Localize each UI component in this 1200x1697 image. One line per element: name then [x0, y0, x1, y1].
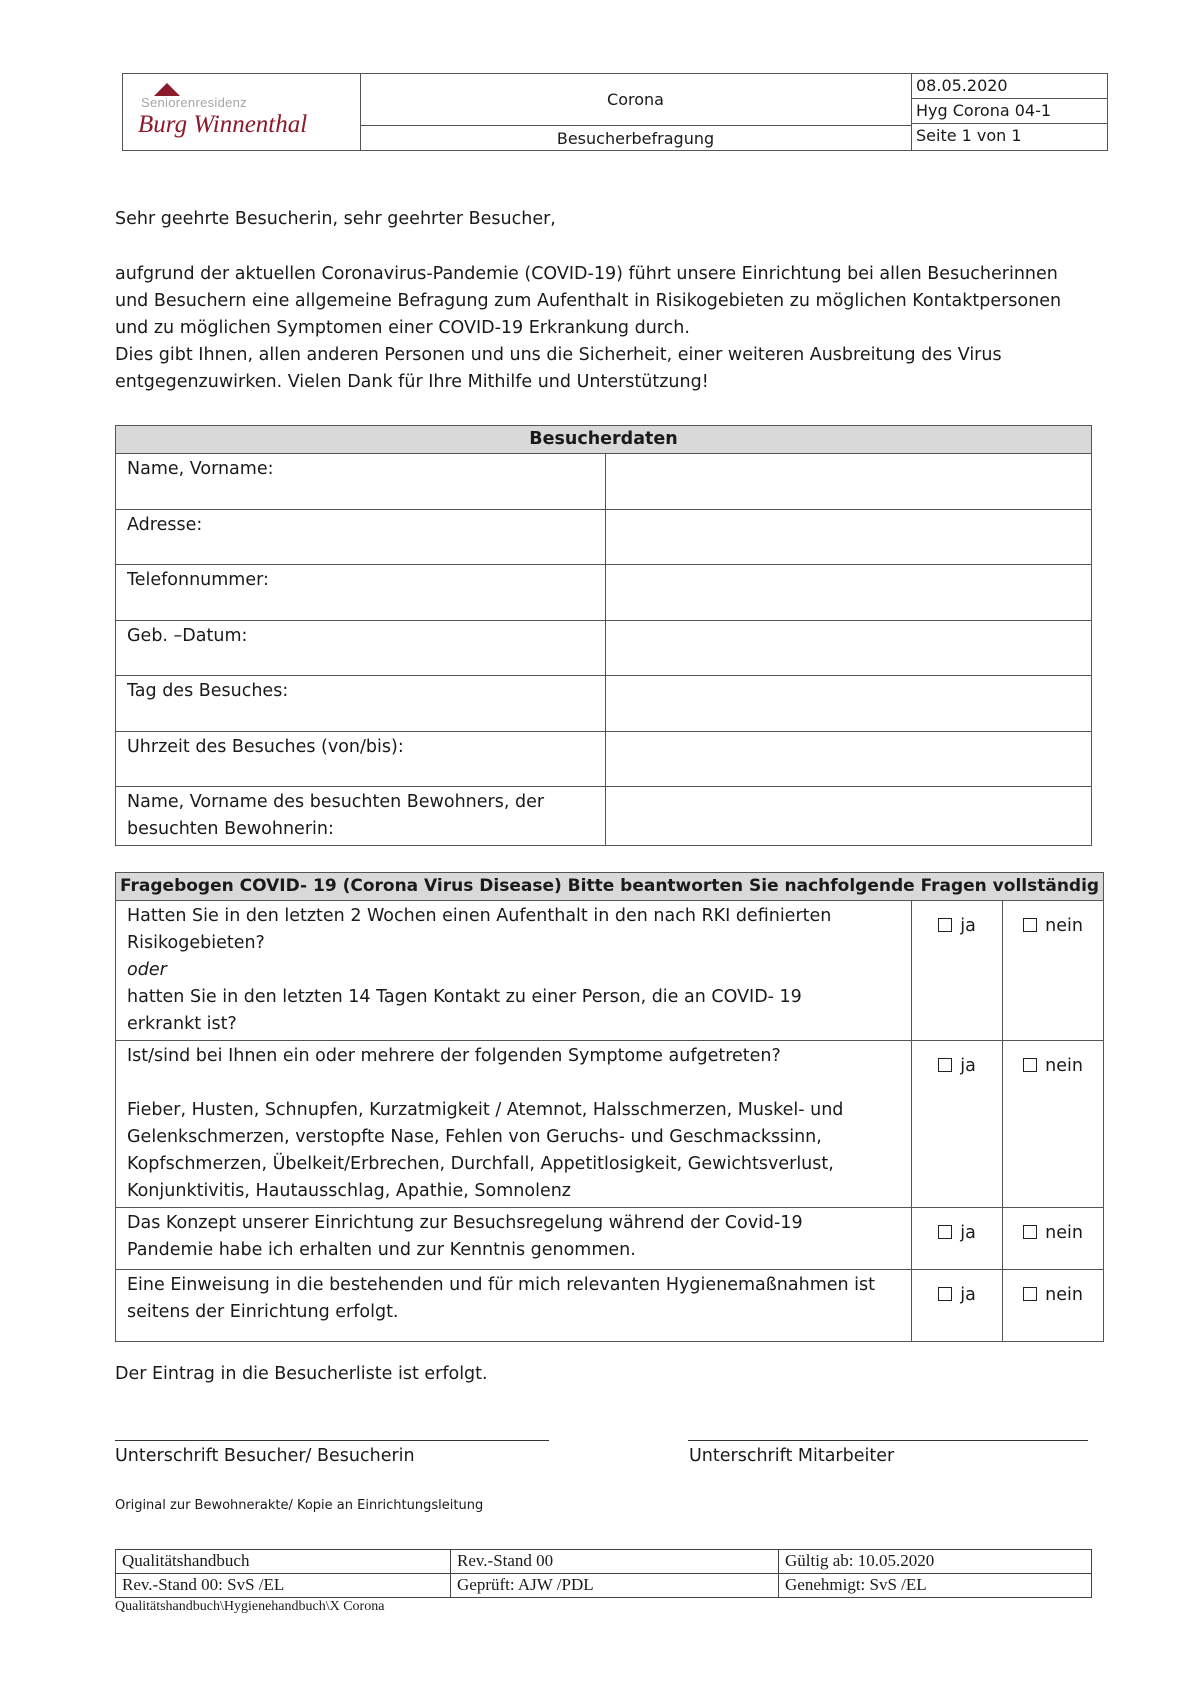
document-header: [122, 73, 1108, 151]
label-birthdate: Geb. –Datum:: [116, 621, 606, 676]
checkbox-icon[interactable]: [938, 1225, 952, 1239]
logo-name: Burg Winnenthal: [138, 111, 308, 138]
checkbox-icon[interactable]: [938, 1287, 952, 1301]
distribution-note: Original zur Bewohnerakte/ Kopie an Einrichtungsleitung: [115, 1498, 484, 1513]
question-1-line-3: hatten Sie in den letzten 14 Tagen Kontakt zu einer Person, die an COVID- 19: [127, 987, 802, 1007]
q2-yes-option[interactable]: [912, 1041, 1003, 1208]
visitor-signature-line[interactable]: [115, 1440, 549, 1441]
header-doc-id: Hyg Corona 04-1: [912, 99, 1107, 124]
footer-revision: Rev.-Stand 00: [451, 1550, 779, 1574]
question-1: [116, 901, 912, 1041]
header-page: Seite 1 von 1: [916, 126, 1022, 145]
visitor-signature-label: Unterschrift Besucher/ Besucherin: [115, 1446, 415, 1466]
question-3: [116, 1208, 912, 1270]
footer-path: Qualitätshandbuch\Hygienehandbuch\X Corona: [115, 1599, 385, 1614]
footer-table: [115, 1549, 1092, 1598]
question-1-line-2: Risikogebieten?: [127, 933, 265, 953]
header-date: 08.05.2020: [912, 74, 1107, 99]
label-resident: [116, 787, 606, 846]
q2-no-option[interactable]: [1003, 1041, 1104, 1208]
question-4-line-2: seitens der Einrichtung erfolgt.: [127, 1302, 399, 1322]
q1-yes-label: ja: [960, 916, 976, 936]
q3-yes-option[interactable]: [912, 1208, 1003, 1270]
checkbox-icon[interactable]: [938, 1058, 952, 1072]
checkbox-icon[interactable]: [1023, 1225, 1037, 1239]
q3-no-label: nein: [1045, 1223, 1083, 1243]
intro-line-3: und zu möglichen Symptomen einer COVID-19 Erkrankung durch.: [115, 318, 690, 338]
symptoms-line-1: Fieber, Husten, Schnupfen, Kurzatmigkeit / Atemnot, Halsschmerzen, Muskel- und: [127, 1100, 844, 1120]
checkbox-icon[interactable]: [1023, 1058, 1037, 1072]
q1-no-option[interactable]: [1003, 901, 1104, 1041]
q2-yes-label: ja: [960, 1056, 976, 1076]
header-subtitle: Besucherbefragung: [556, 128, 715, 148]
question-1-or: oder: [127, 960, 167, 980]
q3-yes-label: ja: [960, 1223, 976, 1243]
question-3-line-1: Das Konzept unserer Einrichtung zur Besuchsregelung während der Covid-19: [127, 1213, 803, 1233]
field-address[interactable]: [606, 510, 1092, 565]
q4-yes-label: ja: [960, 1285, 976, 1305]
q1-no-label: nein: [1045, 916, 1083, 936]
intro-line-2: und Besuchern eine allgemeine Befragung zum Aufenthalt in Risikogebieten zu möglichen Kontaktpersonen: [115, 291, 1062, 311]
label-name: Name, Vorname:: [116, 454, 606, 510]
salutation: Sehr geehrte Besucherin, sehr geehrter Besucher,: [115, 209, 556, 229]
field-phone[interactable]: [606, 565, 1092, 621]
field-visit-day[interactable]: [606, 676, 1092, 732]
question-2-line-1: Ist/sind bei Ihnen ein oder mehrere der folgenden Symptome aufgetreten?: [127, 1046, 781, 1066]
symptoms-line-2: Gelenkschmerzen, verstopfte Nase, Fehlen von Geruchs- und Geschmackssinn,: [127, 1127, 822, 1147]
intro-line-4: Dies gibt Ihnen, allen anderen Personen und uns die Sicherheit, einer weiteren Ausbreitung des Virus: [115, 345, 1002, 365]
label-visit-day: Tag des Besuches:: [116, 676, 606, 732]
q2-no-label: nein: [1045, 1056, 1083, 1076]
label-resident-line-2: besuchten Bewohnerin:: [127, 819, 334, 839]
q1-yes-option[interactable]: [912, 901, 1003, 1041]
label-phone: Telefonnummer:: [116, 565, 606, 621]
q4-no-option[interactable]: [1003, 1270, 1104, 1342]
q4-yes-option[interactable]: [912, 1270, 1003, 1342]
field-resident[interactable]: [606, 787, 1092, 846]
logo: [123, 74, 361, 150]
intro-line-1: aufgrund der aktuellen Coronavirus-Pandemie (COVID-19) führt unsere Einrichtung bei allen Besucherinnen: [115, 264, 1058, 284]
entry-note: Der Eintrag in die Besucherliste ist erfolgt.: [115, 1364, 488, 1384]
staff-signature-label: Unterschrift Mitarbeiter: [689, 1446, 895, 1466]
checkbox-icon[interactable]: [1023, 1287, 1037, 1301]
field-visit-time[interactable]: [606, 732, 1092, 787]
question-1-line-1: Hatten Sie in den letzten 2 Wochen einen Aufenthalt in den nach RKI definierten: [127, 906, 832, 926]
symptoms-line-4: Konjunktivitis, Hautausschlag, Apathie, Somnolenz: [127, 1181, 571, 1201]
label-resident-line-1: Name, Vorname des besuchten Bewohners, der: [127, 792, 545, 812]
q4-no-label: nein: [1045, 1285, 1083, 1305]
field-name[interactable]: [606, 454, 1092, 510]
visitor-table-heading: Besucherdaten: [116, 426, 1092, 454]
staff-signature-line[interactable]: [688, 1440, 1088, 1441]
field-birthdate[interactable]: [606, 621, 1092, 676]
footer-valid-from: Gültig ab: 10.05.2020: [779, 1550, 1092, 1574]
questionnaire-heading: Fragebogen COVID- 19 (Corona Virus Disease) Bitte beantworten Sie nachfolgende Fragen vollständig: [116, 873, 1104, 901]
footer-revision-author: Rev.-Stand 00: SvS /EL: [116, 1574, 451, 1598]
intro-line-5: entgegenzuwirken. Vielen Dank für Ihre Mithilfe und Unterstützung!: [115, 372, 709, 392]
question-4: [116, 1270, 912, 1342]
question-1-line-4: erkrankt ist?: [127, 1014, 237, 1034]
question-3-line-2: Pandemie habe ich erhalten und zur Kenntnis genommen.: [127, 1240, 636, 1260]
question-2: [116, 1041, 912, 1208]
footer-checked-by: Geprüft: AJW /PDL: [451, 1574, 779, 1598]
questionnaire-table: [115, 872, 1104, 1342]
checkbox-icon[interactable]: [938, 918, 952, 932]
q3-no-option[interactable]: [1003, 1208, 1104, 1270]
label-address: Adresse:: [116, 510, 606, 565]
symptoms-line-3: Kopfschmerzen, Übelkeit/Erbrechen, Durchfall, Appetitlosigkeit, Gewichtsverlust,: [127, 1154, 834, 1174]
question-4-line-1: Eine Einweisung in die bestehenden und für mich relevanten Hygienemaßnahmen ist: [127, 1275, 876, 1295]
footer-quality-handbook: Qualitätshandbuch: [116, 1550, 451, 1574]
visitor-data-table: [115, 425, 1092, 846]
header-title: Corona: [360, 74, 911, 126]
label-visit-time: Uhrzeit des Besuches (von/bis):: [116, 732, 606, 787]
logo-subtitle: Seniorenresidenz: [141, 95, 247, 110]
checkbox-icon[interactable]: [1023, 918, 1037, 932]
footer-approved-by: Genehmigt: SvS /EL: [779, 1574, 1092, 1598]
